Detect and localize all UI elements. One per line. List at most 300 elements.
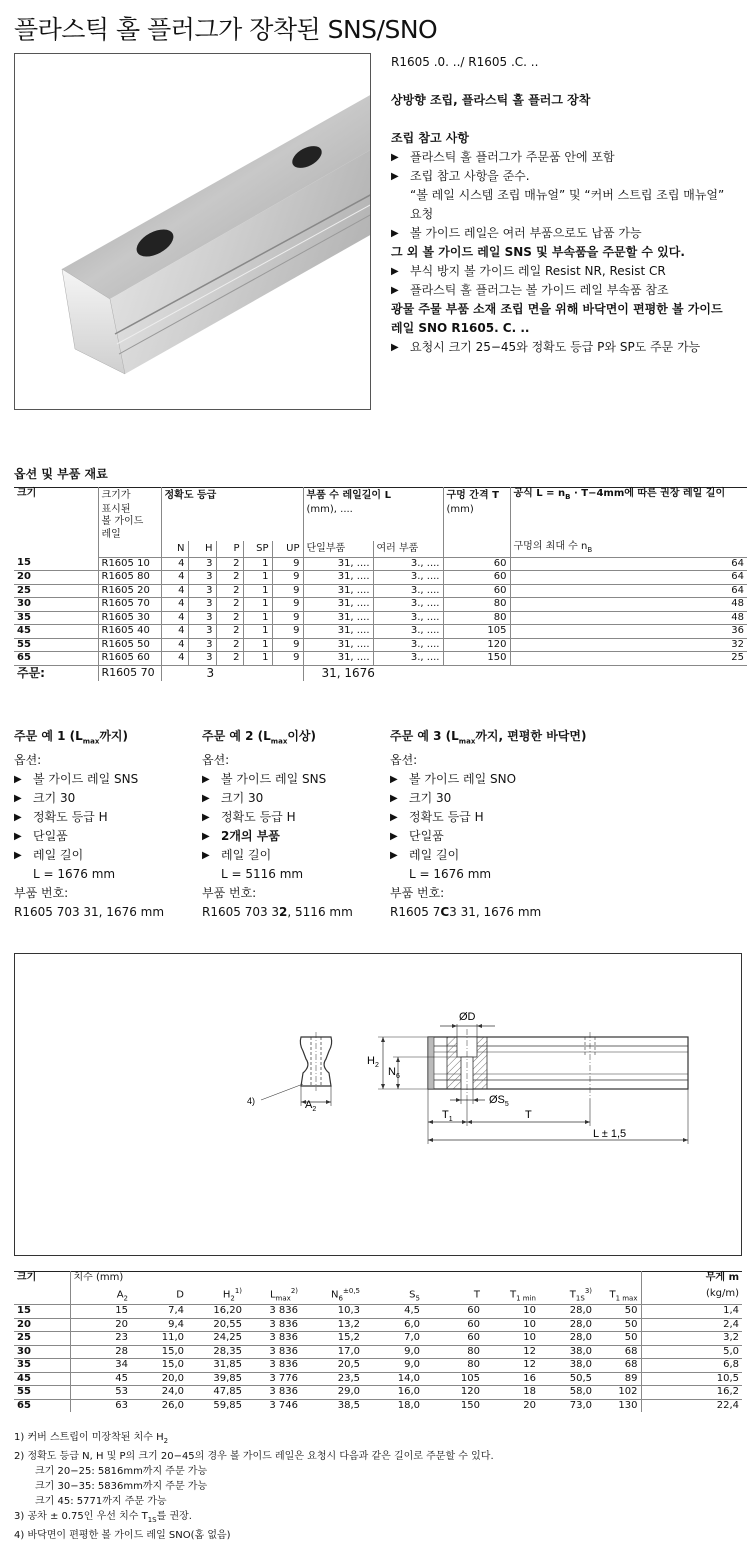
list-item: ▶ 정확도 등급 H bbox=[390, 808, 650, 827]
cell-up: 9 bbox=[272, 584, 303, 598]
list-item: ▶ 레일 길이 bbox=[202, 846, 387, 865]
footnote-1 bbox=[14, 1430, 494, 1449]
table-row bbox=[14, 1359, 742, 1373]
dim-col-header: T bbox=[423, 1285, 483, 1305]
cell-value: 13,2 bbox=[301, 1318, 363, 1332]
cell-p: 2 bbox=[216, 625, 243, 639]
cell-value: 73,0 bbox=[569, 1399, 592, 1411]
table-row bbox=[14, 571, 747, 585]
flat-heading: 광물 주물 부품 소재 조립 면을 위해 바닥면이 편평한 볼 가이드 bbox=[391, 302, 723, 316]
order-accuracy: 3 bbox=[161, 665, 303, 681]
list-item: ▶ 크기 30 bbox=[14, 789, 199, 808]
header-size: 크기 bbox=[14, 488, 98, 558]
cell-p: 2 bbox=[216, 571, 243, 585]
label-od: ØD bbox=[459, 1011, 476, 1023]
cell-value: 80 bbox=[423, 1359, 483, 1373]
cell-sp: 1 bbox=[243, 652, 272, 666]
cell-n: 4 bbox=[161, 571, 188, 585]
cell-multi: 3., .... bbox=[373, 571, 443, 585]
cell-n: 4 bbox=[161, 598, 188, 612]
label-t: T bbox=[525, 1109, 532, 1121]
cell-up: 9 bbox=[272, 598, 303, 612]
table-row bbox=[14, 1305, 742, 1319]
cell-sp: 1 bbox=[243, 584, 272, 598]
cell-value: 4,5 bbox=[363, 1305, 423, 1319]
cell-value: 6,0 bbox=[363, 1318, 423, 1332]
cell-size: 15 bbox=[14, 1305, 70, 1319]
table-row bbox=[14, 652, 747, 666]
cell-sp: 1 bbox=[243, 611, 272, 625]
example-length: L = 1676 mm bbox=[409, 867, 492, 882]
cell-value: 130 bbox=[595, 1399, 641, 1412]
footnote-2a: 크기 20−25: 5816mm까지 주문 가능 bbox=[35, 1466, 208, 1477]
list-item: ▶ 레일 길이 bbox=[14, 846, 199, 865]
example-pn-label: 부품 번호: bbox=[14, 886, 69, 901]
cell-multi: 3., .... bbox=[373, 598, 443, 612]
maxholes-sub: B bbox=[587, 546, 593, 554]
cell-multi: 3., .... bbox=[373, 584, 443, 598]
cell-nb: 32 bbox=[510, 638, 747, 652]
cell-weight: 10,5 bbox=[641, 1372, 742, 1386]
drawing-svg bbox=[15, 954, 743, 1257]
cell-value: 47,85 bbox=[187, 1386, 245, 1400]
formula-sub: B bbox=[565, 493, 571, 501]
cell-value: 102 bbox=[595, 1386, 641, 1400]
list-item: ▶ 레일 길이 bbox=[390, 846, 650, 865]
cell-value: 24,25 bbox=[187, 1332, 245, 1346]
cell-t: 150 bbox=[443, 652, 510, 666]
cell-value: 9,0 bbox=[363, 1345, 423, 1359]
cell-value: 3 836 bbox=[245, 1318, 301, 1332]
cell-multi: 3., .... bbox=[373, 557, 443, 571]
list-item: ▶ 정확도 등급 H bbox=[14, 808, 199, 827]
cell-rail: R1605 70 bbox=[98, 598, 161, 612]
cell-size: 35 bbox=[14, 1359, 70, 1373]
cell-weight: 6,8 bbox=[641, 1359, 742, 1373]
cell-value: 28,0 bbox=[539, 1305, 595, 1319]
cell-value: 3 746 bbox=[269, 1399, 298, 1411]
cell-n: 4 bbox=[161, 652, 188, 666]
cell-sp: 1 bbox=[243, 625, 272, 639]
cell-size: 15 bbox=[14, 557, 98, 571]
list-item: ▶ 크기 30 bbox=[202, 789, 387, 808]
example-title: 주문 예 2 ($L_{max}$이상) bbox=[202, 729, 317, 746]
list-item: ▶ 2개의 부품 bbox=[202, 827, 387, 846]
cell-value: 9,4 bbox=[131, 1318, 187, 1332]
cell-up: 9 bbox=[272, 557, 303, 571]
cell-value: 23,5 bbox=[301, 1372, 363, 1386]
footnote-3-sub: 1S bbox=[147, 1516, 157, 1524]
cell-weight: 22,4 bbox=[716, 1399, 739, 1411]
cell-rail: R1605 80 bbox=[98, 571, 161, 585]
header-acc-p: P bbox=[216, 541, 243, 557]
cell-value: 17,0 bbox=[301, 1345, 363, 1359]
cell-value: 105 bbox=[423, 1372, 483, 1386]
cell-multi: 3., .... bbox=[373, 638, 443, 652]
cell-rail: R1605 60 bbox=[98, 652, 161, 666]
cell-single: 31, .... bbox=[303, 557, 373, 571]
header-formula bbox=[510, 488, 747, 504]
cell-value: 68 bbox=[595, 1359, 641, 1373]
cell-h: 3 bbox=[188, 557, 216, 571]
dim-col-header: $T_{1 max}$ bbox=[595, 1285, 641, 1305]
cell-value: 23 bbox=[70, 1332, 131, 1346]
cell-value: 29,0 bbox=[301, 1386, 363, 1400]
cell-sp: 1 bbox=[243, 557, 272, 571]
header-accuracy: 정확도 등급 bbox=[161, 488, 303, 504]
dim-col-header: $T_{1 min}$ bbox=[483, 1285, 539, 1305]
cell-up: 9 bbox=[272, 611, 303, 625]
cell-size: 30 bbox=[14, 598, 98, 612]
table-row bbox=[14, 1372, 742, 1386]
list-item: ▶ 볼 가이드 레일은 여러 부품으로도 납품 가능 bbox=[391, 224, 746, 243]
cell-value: 15,0 bbox=[131, 1359, 187, 1373]
cell-value: 60 bbox=[423, 1318, 483, 1332]
example-title: 주문 예 1 ($L_{max}$까지) bbox=[14, 729, 129, 746]
table-row bbox=[14, 598, 747, 612]
cell-value: 7,0 bbox=[363, 1332, 423, 1346]
cell-value: 60 bbox=[423, 1305, 483, 1319]
list-item: ▶ 조립 참고 사항을 준수. bbox=[391, 167, 746, 186]
label-a2: $A_2$ bbox=[305, 1099, 317, 1113]
cell-multi: 3., .... bbox=[373, 625, 443, 639]
header-pitch-unit: (mm) bbox=[443, 504, 510, 517]
table-row bbox=[14, 611, 747, 625]
cell-n: 4 bbox=[161, 584, 188, 598]
header-rail: 표시된 bbox=[98, 504, 161, 517]
footnote-3-text: 3) 공차 ± 0.75인 우선 치수 T bbox=[14, 1511, 148, 1522]
list-item: ▶ 볼 가이드 레일 SNS bbox=[202, 770, 387, 789]
cell-weight: 2,4 bbox=[641, 1318, 742, 1332]
cell-value: 16 bbox=[483, 1372, 539, 1386]
cell-h: 3 bbox=[188, 571, 216, 585]
cell-value: 20,5 bbox=[301, 1359, 363, 1373]
cell-value: 59,85 bbox=[213, 1399, 242, 1411]
cell-value: 10 bbox=[483, 1332, 539, 1346]
dim-col-header: D bbox=[131, 1285, 187, 1305]
cell-rail: R1605 10 bbox=[98, 557, 161, 571]
order-example-1 bbox=[14, 727, 199, 922]
dim-col-header: $L_{max}^{2)}$ bbox=[245, 1285, 301, 1305]
label-os5: $ØS_5$ bbox=[489, 1094, 509, 1108]
cell-single: 31, .... bbox=[303, 625, 373, 639]
cell-single: 31, .... bbox=[303, 571, 373, 585]
header-pitch: 구멍 간격 T bbox=[443, 488, 510, 504]
cell-sp: 1 bbox=[243, 638, 272, 652]
flat-heading: 레일 SNO R1605. C. .. bbox=[391, 321, 530, 335]
cell-value: 89 bbox=[595, 1372, 641, 1386]
cell-rail: R1605 30 bbox=[98, 611, 161, 625]
table-row bbox=[14, 625, 747, 639]
example-part-number: R1605 703 31, 1676 mm bbox=[14, 905, 165, 920]
technical-drawing bbox=[14, 953, 742, 1256]
cell-value: 34 bbox=[70, 1359, 131, 1373]
list-item: ▶ 단일품 bbox=[14, 827, 199, 846]
example-part-number: R1605 703 32, 5116 mm bbox=[202, 905, 353, 920]
cell-single: 31, .... bbox=[303, 584, 373, 598]
cell-size: 55 bbox=[14, 638, 98, 652]
cell-value: 14,0 bbox=[363, 1372, 423, 1386]
assembly-heading: 조립 참고 사항 bbox=[391, 131, 469, 145]
cell-n: 4 bbox=[161, 611, 188, 625]
cell-size: 65 bbox=[14, 1399, 70, 1412]
dim-col-header: $A_2$ bbox=[70, 1285, 131, 1305]
list-item: ▶ 부식 방지 볼 가이드 레일 Resist NR, Resist CR bbox=[391, 262, 746, 281]
cell-value: 20,0 bbox=[131, 1372, 187, 1386]
cell-value: 12 bbox=[483, 1359, 539, 1373]
cell-value: 3 836 bbox=[245, 1386, 301, 1400]
cell-value: 60 bbox=[423, 1332, 483, 1346]
example-options-label: 옵션: bbox=[202, 753, 230, 768]
example-length: L = 5116 mm bbox=[221, 867, 304, 882]
cell-t: 80 bbox=[443, 598, 510, 612]
dim-col-header: $S_5$ bbox=[363, 1285, 423, 1305]
table-row bbox=[14, 1386, 742, 1400]
cell-t: 105 bbox=[443, 625, 510, 639]
cell-value: 28,35 bbox=[187, 1345, 245, 1359]
cell-up: 9 bbox=[272, 638, 303, 652]
example-options-label: 옵션: bbox=[390, 753, 418, 768]
footnote-3 bbox=[14, 1509, 494, 1528]
footnotes bbox=[14, 1430, 494, 1543]
label-n6: $N_6$ bbox=[388, 1066, 400, 1080]
cell-value: 38,5 bbox=[337, 1399, 360, 1411]
list-item: ▶ 볼 가이드 레일 SNS bbox=[14, 770, 199, 789]
cell-single: 31, .... bbox=[303, 652, 373, 666]
cell-value: 24,0 bbox=[131, 1386, 187, 1400]
cell-value: 18,0 bbox=[397, 1399, 420, 1411]
header-rail: 볼 가이드 bbox=[98, 516, 161, 529]
options-table bbox=[14, 487, 747, 681]
cell-n: 4 bbox=[161, 638, 188, 652]
cell-value: 50,5 bbox=[539, 1372, 595, 1386]
cell-t: 60 bbox=[443, 571, 510, 585]
cell-size: 55 bbox=[14, 1386, 70, 1400]
cell-value: 63 bbox=[115, 1399, 128, 1411]
dim-header-weight: 무게 m bbox=[705, 1272, 739, 1283]
cell-value: 45 bbox=[70, 1372, 131, 1386]
dim-col-header: $H_2^{1)}$ bbox=[187, 1285, 245, 1305]
cell-value: 16,20 bbox=[187, 1305, 245, 1319]
label-note4: 4) bbox=[247, 1096, 256, 1106]
cell-p: 2 bbox=[216, 652, 243, 666]
cell-h: 3 bbox=[188, 652, 216, 666]
cell-value: 120 bbox=[423, 1386, 483, 1400]
cell-nb: 25 bbox=[731, 652, 744, 663]
cell-size: 20 bbox=[14, 1318, 70, 1332]
cell-sp: 1 bbox=[243, 598, 272, 612]
cell-value: 38,0 bbox=[539, 1359, 595, 1373]
cell-size: 65 bbox=[14, 652, 98, 666]
cell-value: 53 bbox=[70, 1386, 131, 1400]
cell-value: 10 bbox=[483, 1318, 539, 1332]
product-photo bbox=[14, 53, 371, 410]
label-t1: $T_1$ bbox=[442, 1109, 453, 1123]
header-length-unit: (mm), .... bbox=[303, 504, 443, 517]
list-item: ▶ 플라스틱 홀 플러그는 볼 가이드 레일 부속품 참조 bbox=[391, 281, 746, 300]
cell-multi: 3., .... bbox=[373, 611, 443, 625]
cell-value: 20,55 bbox=[187, 1318, 245, 1332]
cell-t: 60 bbox=[443, 584, 510, 598]
description-block bbox=[391, 53, 746, 357]
cell-h: 3 bbox=[188, 611, 216, 625]
page-title: 플라스틱 홀 플러그가 장착된 SNS/SNO bbox=[14, 15, 438, 44]
list-item: ▶ 정확도 등급 H bbox=[202, 808, 387, 827]
table-row bbox=[14, 557, 747, 571]
header-acc-h: H bbox=[188, 541, 216, 557]
table-row bbox=[14, 638, 747, 652]
cell-single: 31, .... bbox=[303, 598, 373, 612]
cell-value: 15 bbox=[70, 1305, 131, 1319]
cell-sp: 1 bbox=[243, 571, 272, 585]
subtitle: 상방향 조립, 플라스틱 홀 플러그 장착 bbox=[391, 93, 591, 107]
cell-p: 2 bbox=[216, 611, 243, 625]
cell-value: 3 836 bbox=[245, 1305, 301, 1319]
header-acc-sp: SP bbox=[243, 541, 272, 557]
cell-up: 9 bbox=[272, 652, 303, 666]
cell-size: 25 bbox=[14, 1332, 70, 1346]
table-row bbox=[14, 1399, 742, 1412]
label-l: L ± 1,5 bbox=[593, 1128, 627, 1140]
cell-nb: 64 bbox=[510, 571, 747, 585]
cell-p: 2 bbox=[216, 584, 243, 598]
cell-rail: R1605 20 bbox=[98, 584, 161, 598]
order-label: 주문: bbox=[14, 665, 98, 681]
cell-value: 68 bbox=[595, 1345, 641, 1359]
list-item: ▶ 단일품 bbox=[390, 827, 650, 846]
list-item: ▶ 플라스틱 홀 플러그가 주문품 안에 포함 bbox=[391, 148, 746, 167]
footnote-1-sub: 2 bbox=[163, 1437, 169, 1445]
cell-size: 45 bbox=[14, 1372, 70, 1386]
cell-n: 4 bbox=[161, 557, 188, 571]
label-h2: $H_2$ bbox=[367, 1055, 379, 1069]
cell-weight: 5,0 bbox=[641, 1345, 742, 1359]
cell-h: 3 bbox=[188, 584, 216, 598]
cell-value: 7,4 bbox=[131, 1305, 187, 1319]
cell-size: 35 bbox=[14, 611, 98, 625]
cell-size: 30 bbox=[14, 1345, 70, 1359]
cell-value: 28,0 bbox=[539, 1332, 595, 1346]
order-example-2 bbox=[202, 727, 387, 922]
cell-weight: 3,2 bbox=[641, 1332, 742, 1346]
cell-value: 3 776 bbox=[245, 1372, 301, 1386]
cell-rail: R1605 50 bbox=[98, 638, 161, 652]
list-item-cont: 요청 bbox=[410, 207, 434, 221]
cell-up: 9 bbox=[272, 571, 303, 585]
cell-value: 9,0 bbox=[363, 1359, 423, 1373]
dim-col-header: $T_{1S}^{3)}$ bbox=[539, 1285, 595, 1305]
list-item: ▶ 요청시 크기 25−45와 정확도 등급 P와 SP도 주문 가능 bbox=[391, 338, 746, 357]
formula-text: 공식 L = n bbox=[513, 488, 566, 499]
cell-value: 15,0 bbox=[131, 1345, 187, 1359]
other-heading: 그 외 볼 가이드 레일 SNS 및 부속품을 주문할 수 있다. bbox=[391, 245, 685, 259]
footnote-2b: 크기 30−35: 5836mm까지 주문 가능 bbox=[35, 1481, 208, 1492]
cell-value: 39,85 bbox=[187, 1372, 245, 1386]
table-row bbox=[14, 1318, 742, 1332]
cell-value: 3 836 bbox=[245, 1345, 301, 1359]
cell-value: 20 bbox=[523, 1399, 536, 1411]
rail-illustration bbox=[15, 54, 371, 410]
table-row bbox=[14, 1345, 742, 1359]
maxholes-text: 구멍의 최대 수 n bbox=[513, 541, 588, 552]
cell-value: 28 bbox=[70, 1345, 131, 1359]
cell-value: 3 836 bbox=[245, 1332, 301, 1346]
cell-value: 12 bbox=[483, 1345, 539, 1359]
cell-value: 18 bbox=[483, 1386, 539, 1400]
table-row bbox=[14, 584, 747, 598]
cell-value: 3 836 bbox=[245, 1359, 301, 1373]
order-length: 31, 1676 bbox=[303, 665, 443, 681]
header-rail: 크기가 bbox=[98, 488, 161, 504]
order-example-3 bbox=[390, 727, 650, 922]
cell-weight: 16,2 bbox=[641, 1386, 742, 1400]
cell-value: 26,0 bbox=[161, 1399, 184, 1411]
dim-header-size: 크기 bbox=[14, 1272, 70, 1285]
cell-size: 45 bbox=[14, 625, 98, 639]
cell-value: 11,0 bbox=[131, 1332, 187, 1346]
cell-value: 16,0 bbox=[363, 1386, 423, 1400]
dimensions-table bbox=[14, 1271, 742, 1412]
list-item: ▶ 크기 30 bbox=[390, 789, 650, 808]
cell-value: 31,85 bbox=[187, 1359, 245, 1373]
footnote-1-text: 1) 커버 스트립이 미장착된 치수 H bbox=[14, 1432, 164, 1443]
cell-value: 50 bbox=[595, 1305, 641, 1319]
formula-rest: · T−4mm에 따른 권장 레일 길이 bbox=[570, 488, 726, 499]
dim-header-dims: 치수 (mm) bbox=[70, 1272, 641, 1285]
header-acc-up: UP bbox=[272, 541, 303, 557]
cell-multi: 3., .... bbox=[373, 652, 443, 666]
header-length: 부품 수 레일길이 L bbox=[303, 488, 443, 504]
order-rail: R1605 70 bbox=[98, 665, 161, 681]
list-item: ▶ 볼 가이드 레일 SNO bbox=[390, 770, 650, 789]
cell-value: 38,0 bbox=[539, 1345, 595, 1359]
cell-size: 20 bbox=[14, 571, 98, 585]
example-pn-label: 부품 번호: bbox=[390, 886, 445, 901]
cell-rail: R1605 40 bbox=[98, 625, 161, 639]
footnote-3-rest: 를 권장. bbox=[156, 1511, 192, 1522]
list-item-cont: “볼 레일 시스템 조립 매뉴얼” 및 “커버 스트립 조립 매뉴얼” bbox=[410, 188, 725, 202]
dim-weight-unit: (kg/m) bbox=[641, 1285, 742, 1305]
cell-p: 2 bbox=[216, 638, 243, 652]
cell-value: 58,0 bbox=[539, 1386, 595, 1400]
cell-single: 31, .... bbox=[303, 638, 373, 652]
cell-nb: 64 bbox=[510, 584, 747, 598]
cell-value: 10,3 bbox=[301, 1305, 363, 1319]
footnote-2c: 크기 45: 5771까지 주문 가능 bbox=[35, 1496, 167, 1507]
header-single: 단일부품 bbox=[303, 541, 373, 557]
cell-p: 2 bbox=[216, 557, 243, 571]
table-row bbox=[14, 1332, 742, 1346]
cell-size: 25 bbox=[14, 584, 98, 598]
cell-value: 150 bbox=[460, 1399, 480, 1411]
cell-h: 3 bbox=[188, 638, 216, 652]
part-code: R1605 .0. ../ R1605 .C. .. bbox=[391, 55, 539, 69]
cell-value: 80 bbox=[423, 1345, 483, 1359]
cell-nb: 48 bbox=[510, 611, 747, 625]
cell-value: 28,0 bbox=[539, 1318, 595, 1332]
cell-up: 9 bbox=[272, 625, 303, 639]
cell-h: 3 bbox=[188, 625, 216, 639]
header-rail: 레일 bbox=[98, 529, 161, 542]
example-pn-label: 부품 번호: bbox=[202, 886, 257, 901]
cell-nb: 36 bbox=[510, 625, 747, 639]
cell-h: 3 bbox=[188, 598, 216, 612]
footnote-4: 4) 바닥면이 편평한 볼 가이드 레일 SNO(홈 없음) bbox=[14, 1530, 231, 1541]
cell-t: 80 bbox=[443, 611, 510, 625]
header-acc-n: N bbox=[161, 541, 188, 557]
cell-single: 31, .... bbox=[303, 611, 373, 625]
cell-value: 50 bbox=[595, 1318, 641, 1332]
